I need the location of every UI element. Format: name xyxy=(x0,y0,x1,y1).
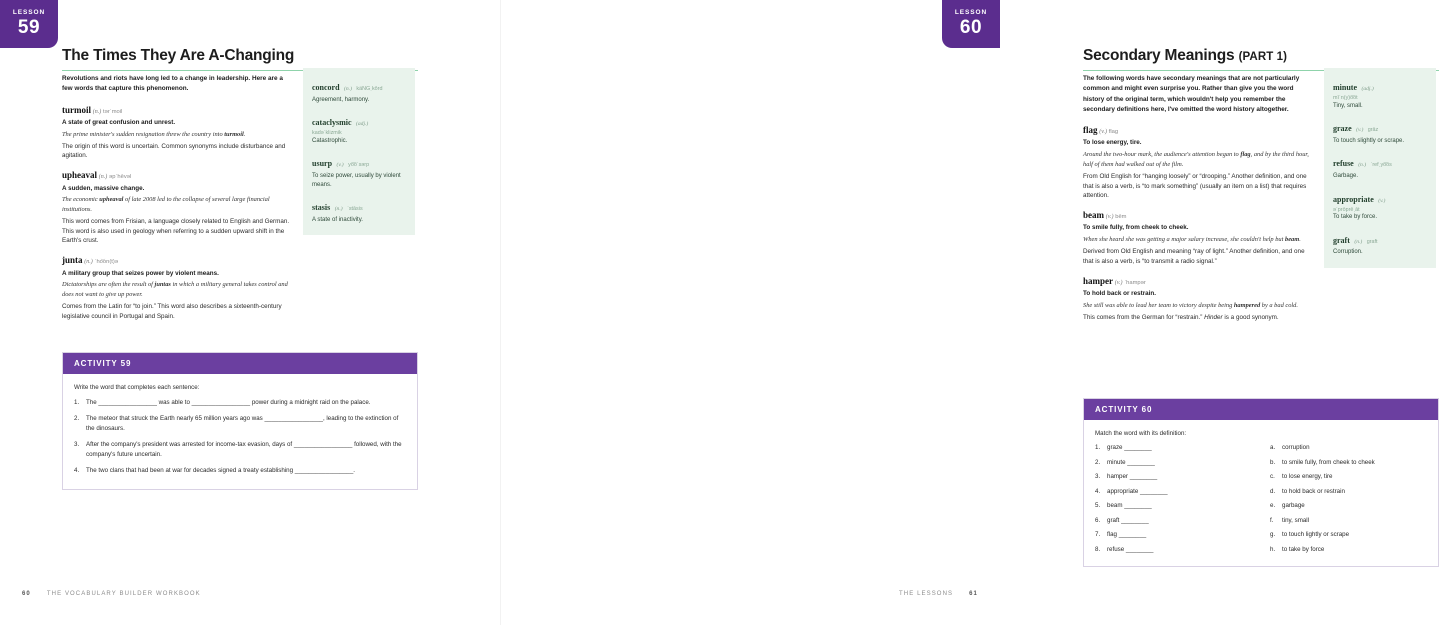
part-of-speech: (v.) xyxy=(1378,197,1386,204)
pronunciation: əˈprōprēˌāt xyxy=(1333,206,1360,213)
sidebar-word-graft xyxy=(1333,230,1427,257)
word-note: This word comes from Frisian, a language closely related to English and German. This word is also used in geology when referring to a sudden upward shift in the Earth's crust. xyxy=(62,217,290,245)
definition: To seize power, usually by violent means. xyxy=(312,172,401,188)
activity-instruction: Match the word with its definition: xyxy=(1095,430,1187,437)
item-text: hamper ________ xyxy=(1107,473,1158,480)
definition: To take by force. xyxy=(1333,214,1378,221)
item-number: 4. xyxy=(1095,487,1101,495)
example-sentence: Dictatorships are often the result of juntas in which a military general takes control and does not want to give up power. xyxy=(62,281,288,298)
headword: flag xyxy=(1083,125,1098,135)
item-letter: h. xyxy=(1270,545,1276,553)
item-letter: c. xyxy=(1270,473,1275,480)
part-of-speech: (adj.) xyxy=(1361,86,1374,92)
item-number: 2. xyxy=(74,414,80,422)
item-text: beam ________ xyxy=(1107,502,1152,509)
lesson-badge-word: LESSON xyxy=(12,9,46,17)
item-text: tiny, small xyxy=(1282,516,1310,524)
list-item[interactable] xyxy=(1095,546,1252,553)
list-item[interactable] xyxy=(1270,459,1427,466)
list-item[interactable] xyxy=(1095,517,1252,524)
word-note: Derived from Old English and meaning “ray of light.” Another definition, and one that is also a verb, is “to transmit a radio signal.” xyxy=(1083,248,1305,265)
sidebar-word-head xyxy=(312,197,406,215)
part-of-speech: (v.) xyxy=(1105,214,1114,221)
pronunciation: ˈstāsis xyxy=(347,206,363,213)
item-text: flag ________ xyxy=(1107,531,1147,538)
pronunciation: əpˈhēvəl xyxy=(109,174,132,181)
list-item[interactable] xyxy=(1270,502,1427,509)
headword: appropriate xyxy=(1333,194,1374,204)
list-item[interactable] xyxy=(1270,517,1427,524)
part-of-speech: (n.) xyxy=(344,86,352,92)
entry-head xyxy=(62,254,294,268)
right-sidebar-wordlist xyxy=(1324,68,1436,268)
headword: minute xyxy=(1333,83,1357,92)
lesson-badge-number: 59 xyxy=(17,16,41,38)
entry-junta xyxy=(62,254,294,321)
list-item[interactable] xyxy=(1270,473,1427,480)
pronunciation: grāz xyxy=(1367,127,1379,134)
entry-beam xyxy=(1083,209,1315,267)
definition: Catastrophic. xyxy=(312,137,348,144)
sidebar-word-appropriate xyxy=(1333,189,1427,222)
right-page xyxy=(500,0,1405,625)
part-of-speech: (n.) xyxy=(1358,162,1367,169)
headword: stasis xyxy=(312,203,331,213)
list-item[interactable] xyxy=(1095,488,1252,495)
example-sentence: She still was able to lead her team to victory despite being hampered by a bad cold. xyxy=(1083,301,1298,309)
item-text: to smile fully, from cheek to cheek xyxy=(1282,458,1375,466)
list-item[interactable] xyxy=(1270,488,1427,495)
entry-flag xyxy=(1083,124,1315,201)
left-page-footer xyxy=(22,591,201,597)
definition: Agreement, harmony. xyxy=(312,96,370,103)
definition: A state of great confusion and unrest. xyxy=(62,118,176,126)
definition: To lose energy, tire. xyxy=(1083,139,1142,147)
part-of-speech: (v.) xyxy=(1099,129,1107,135)
item-letter: e. xyxy=(1270,502,1276,509)
title-part-label: (PART 1) xyxy=(1238,51,1288,63)
sidebar-word-usurp xyxy=(312,153,406,189)
pronunciation: flag xyxy=(1108,129,1119,135)
word-note: The origin of this word is uncertain. Common synonyms include disturbance and agitation. xyxy=(62,142,286,160)
sidebar-word-head xyxy=(1333,77,1427,95)
example-sentence: The prime minister's sudden resignation threw the country into turmoil. xyxy=(62,130,246,138)
word-note: Comes from the Latin for “to join.” This word also describes a sixteenth-century legislative council in Portugal and Spain. xyxy=(62,302,282,320)
footer-label: THE VOCABULARY BUILDER WORKBOOK xyxy=(46,591,201,597)
entry-head xyxy=(62,169,294,183)
part-of-speech: (n.) xyxy=(84,259,93,266)
example-sentence: The economic upheaval of late 2008 led to the collapse of several large financial institutions. xyxy=(62,196,270,213)
part-of-speech: (v.) xyxy=(1114,279,1123,286)
part-of-speech: (n.) xyxy=(92,108,102,115)
page-number: 61 xyxy=(969,591,978,597)
sidebar-word-head xyxy=(312,153,406,171)
definition: To touch slightly or scrape. xyxy=(1333,137,1405,144)
pronunciation: ˈho͝on(t)ə xyxy=(94,259,119,266)
item-number: 3. xyxy=(1095,473,1101,480)
item-number: 1. xyxy=(1095,444,1101,451)
item-text: The meteor that struck the Earth nearly 65 million years ago was _________________, leading to the extinction of the dinosaurs. xyxy=(86,414,399,432)
item-text: to hold back or restrain xyxy=(1282,487,1345,495)
item-text: to take by force xyxy=(1282,545,1325,553)
sidebar-word-refuse xyxy=(1333,153,1427,180)
item-number: 6. xyxy=(1095,516,1101,524)
list-item[interactable] xyxy=(1095,502,1252,509)
pronunciation: graft xyxy=(1366,238,1378,245)
headword: hamper xyxy=(1083,275,1113,286)
activity-59-body xyxy=(63,374,417,489)
list-item[interactable] xyxy=(1095,473,1252,480)
word-note: From Old English for “hanging loosely” or “drooping.” Another definition, and one that is also a verb, is “to mark something” (usually an item on a list) that requires attention. xyxy=(1083,172,1307,200)
item-text: corruption xyxy=(1282,444,1310,451)
definition: Tiny, small. xyxy=(1333,102,1363,109)
item-number: 2. xyxy=(1095,458,1101,466)
headword: cataclysmic xyxy=(312,118,352,128)
right-body-column xyxy=(1083,74,1315,323)
pronunciation: yo͞oˈsərp xyxy=(348,162,370,169)
sidebar-word-stasis xyxy=(312,197,406,224)
left-page xyxy=(0,0,500,625)
part-of-speech: (n.) xyxy=(98,174,108,181)
item-letter: a. xyxy=(1270,444,1276,451)
sidebar-word-cataclysmic xyxy=(312,112,406,145)
left-page-title: The Times They Are A-Changing xyxy=(62,47,295,64)
example-sentence: When she heard she was getting a major salary increase, she couldn't help but beam. xyxy=(1083,236,1301,244)
lesson-badge-60 xyxy=(942,0,1000,48)
item-text: The two clans that had been at war for decades signed a treaty establishing _________________. xyxy=(86,466,356,474)
footer-label: THE LESSONS xyxy=(899,591,954,597)
sidebar-word-head xyxy=(312,112,406,130)
sidebar-word-head xyxy=(1333,189,1427,207)
right-page-footer xyxy=(899,591,978,597)
headword: graze xyxy=(1333,124,1352,134)
definition: A sudden, massive change. xyxy=(62,184,145,192)
headword: upheaval xyxy=(62,170,98,181)
part-of-speech: (n.) xyxy=(1354,238,1363,245)
definition: Corruption. xyxy=(1333,249,1363,256)
item-text: to lose energy, tire xyxy=(1282,473,1333,480)
sidebar-word-minute xyxy=(1333,77,1427,110)
matching-definitions-list xyxy=(1270,444,1427,553)
sidebar-word-head xyxy=(312,77,406,95)
item-letter: f. xyxy=(1270,516,1274,524)
sidebar-word-head xyxy=(1333,118,1427,136)
right-intro-text: The following words have secondary meanings that are not particularly common and might even surprise you. Rather than give you the word history of the original term, which wouldn't help you remember the secondary definitions here, I've omitted the word history altogether. xyxy=(1083,75,1300,113)
sidebar-word-concord xyxy=(312,77,406,104)
left-sidebar-wordlist xyxy=(303,68,415,235)
definition: Garbage. xyxy=(1333,172,1359,179)
activity-60-box xyxy=(1083,398,1439,567)
activity-60-heading: ACTIVITY 60 xyxy=(1084,399,1438,420)
activity-59-questions xyxy=(74,398,406,476)
item-number: 5. xyxy=(1095,502,1101,509)
definition: A state of inactivity. xyxy=(312,216,363,223)
list-item[interactable] xyxy=(1095,444,1252,451)
matching-words-column xyxy=(1095,444,1252,553)
activity-instruction: Write the word that completes each sentence: xyxy=(74,384,200,391)
entry-upheaval xyxy=(62,169,294,246)
list-item[interactable] xyxy=(1095,459,1252,466)
page-number: 60 xyxy=(22,591,31,597)
matching-definitions-column xyxy=(1270,444,1427,553)
matching-words-list xyxy=(1095,444,1252,553)
headword: junta xyxy=(62,255,83,266)
entry-turmoil xyxy=(62,104,294,162)
list-item[interactable] xyxy=(74,466,406,476)
part-of-speech: (v.) xyxy=(1356,127,1364,134)
headword: usurp xyxy=(312,159,333,169)
right-page-title: Secondary Meanings (PART 1) xyxy=(1083,47,1288,64)
word-note: This comes from the German for “restrain.” Hinder is a good synonym. xyxy=(1083,313,1279,321)
list-item[interactable] xyxy=(74,440,406,460)
item-letter: g. xyxy=(1270,531,1276,538)
pronunciation: bēm xyxy=(1115,214,1127,221)
item-number: 7. xyxy=(1095,531,1101,538)
entry-head xyxy=(62,104,294,118)
pronunciation: käNGˌkôrd xyxy=(356,86,383,92)
example-sentence: Around the two-hour mark, the audience's attention began to flag, and by the third hour, half of them had walked out of the film. xyxy=(1083,151,1309,168)
left-body-column xyxy=(62,74,294,321)
part-of-speech: (v.) xyxy=(336,162,344,169)
entry-head xyxy=(1083,124,1315,138)
item-text: garbage xyxy=(1282,502,1305,509)
item-text: to touch lightly or scrape xyxy=(1282,531,1350,538)
sidebar-word-head xyxy=(1333,230,1427,248)
pronunciation: tərˈmoil xyxy=(103,108,123,115)
lesson-badge-59 xyxy=(0,0,58,48)
headword: graft xyxy=(1333,235,1350,245)
activity-60-body xyxy=(1084,420,1438,566)
item-number: 4. xyxy=(74,466,80,474)
lesson-badge-number: 60 xyxy=(959,16,983,38)
pronunciation: ˈhampər xyxy=(1124,279,1146,286)
list-item[interactable] xyxy=(1095,531,1252,538)
item-letter: d. xyxy=(1270,487,1276,495)
pronunciation: ˈrefˌyo͞os xyxy=(1370,162,1392,169)
sidebar-word-head xyxy=(1333,153,1427,171)
matching-exercise xyxy=(1095,444,1427,553)
headword: beam xyxy=(1083,210,1104,221)
pronunciation: mīˈn(y)o͞ot xyxy=(1333,95,1358,101)
item-text: graze ________ xyxy=(1107,444,1152,451)
part-of-speech: (n.) xyxy=(334,206,343,213)
entry-head xyxy=(1083,209,1315,223)
item-text: minute ________ xyxy=(1107,458,1155,466)
list-item[interactable] xyxy=(1270,546,1427,553)
activity-59-box xyxy=(62,352,418,490)
list-item[interactable] xyxy=(74,398,406,408)
item-letter: b. xyxy=(1270,458,1276,466)
left-intro-text: Revolutions and riots have long led to a change in leadership. Here are a few words that capture this phenomenon. xyxy=(62,75,283,93)
headword: refuse xyxy=(1333,159,1354,169)
activity-59-heading: ACTIVITY 59 xyxy=(63,353,417,374)
item-text: refuse ________ xyxy=(1107,545,1154,553)
definition: A military group that seizes power by violent means. xyxy=(62,269,219,277)
item-number: 8. xyxy=(1095,545,1101,553)
list-item[interactable] xyxy=(74,414,406,434)
pronunciation: kadəˈklizmik xyxy=(312,130,342,137)
entry-hamper xyxy=(1083,275,1315,323)
lesson-badge-word: LESSON xyxy=(954,9,988,17)
item-number: 1. xyxy=(74,399,80,406)
sidebar-word-graze xyxy=(1333,118,1427,145)
item-text: appropriate ________ xyxy=(1107,487,1168,495)
item-number: 3. xyxy=(74,440,80,448)
item-text: graft ________ xyxy=(1107,516,1149,524)
entry-head xyxy=(1083,275,1315,289)
item-text: After the company's president was arrested for income-tax evasion, days of _________________ followed, with the company's future uncertain. xyxy=(86,440,402,458)
list-item[interactable] xyxy=(1270,531,1427,538)
headword: turmoil xyxy=(62,104,91,115)
headword: concord xyxy=(312,83,340,92)
item-text: The _________________ was able to _________________ power during a midnight raid on the palace. xyxy=(86,399,371,406)
list-item[interactable] xyxy=(1270,444,1427,451)
part-of-speech: (adj.) xyxy=(356,121,369,128)
definition: To smile fully, from cheek to cheek. xyxy=(1083,224,1189,232)
definition: To hold back or restrain. xyxy=(1083,290,1157,298)
